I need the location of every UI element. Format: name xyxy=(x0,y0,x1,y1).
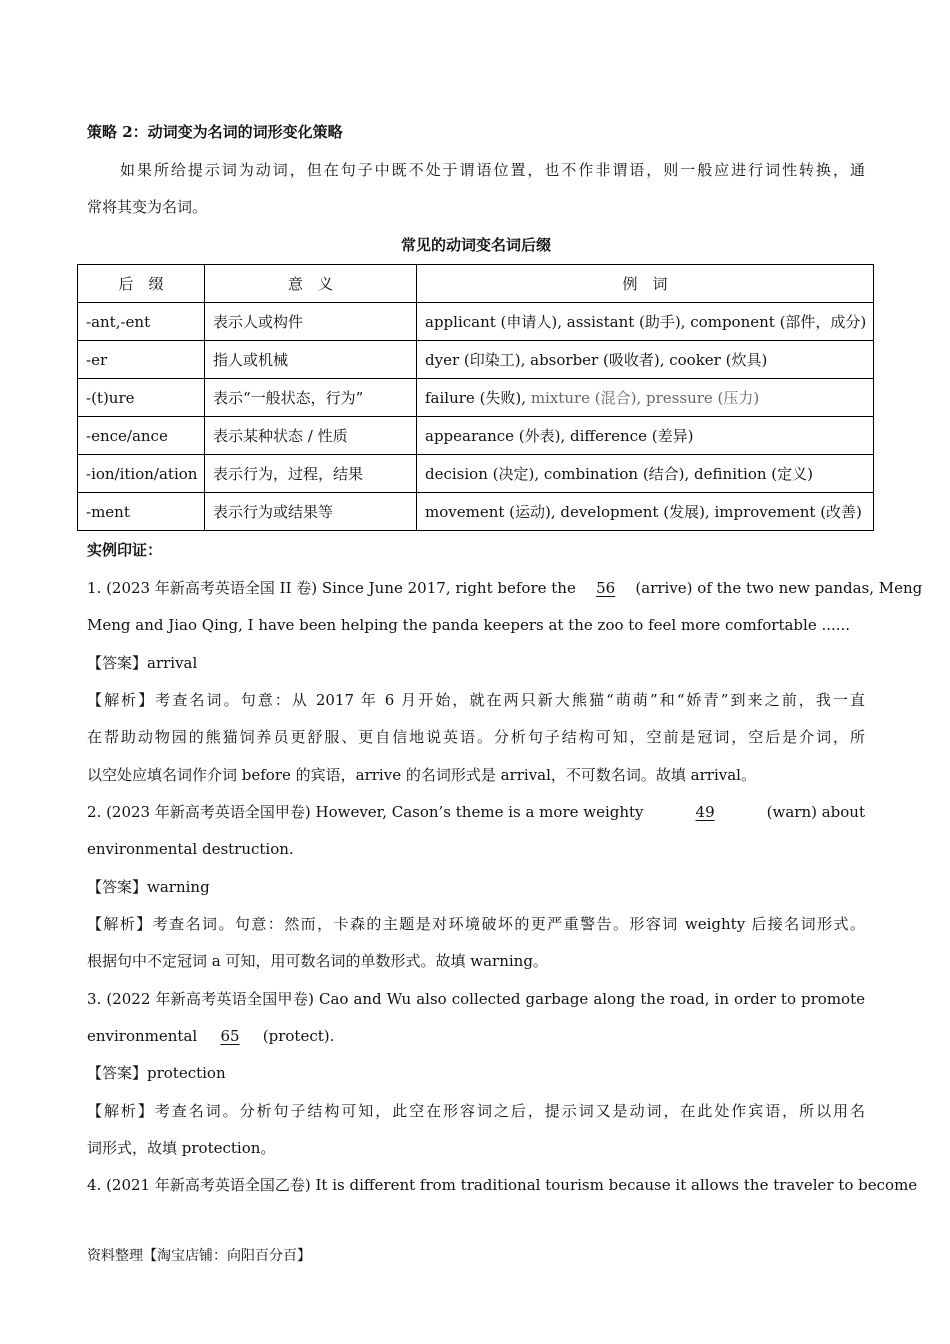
q1-line-1 xyxy=(87,570,923,608)
suffix-cell: -ion/ition/ation xyxy=(78,455,205,493)
header-examples: 例 词 xyxy=(417,265,874,303)
q2-line-2: environmental destruction. xyxy=(87,840,294,858)
q3-text-post: (protect). xyxy=(262,1027,335,1045)
q1-answer: 【答案】arrival xyxy=(87,654,198,672)
meaning-cell: 表示人或构件 xyxy=(205,303,417,341)
q2-answer: 【答案】warning xyxy=(87,878,210,896)
q3-explanation-1: 【解析】考查名词。分析句子结构可知，此空在形容词之后，提示词又是动词，在此处作宾语，所以用名 xyxy=(87,1102,865,1120)
q3-line-2 xyxy=(87,1018,865,1056)
q3-line-1: 3. (2022 年新高考英语全国甲卷) Cao and Wu also collected garbage along the road, in order to promote xyxy=(87,990,865,1008)
table-row xyxy=(78,341,874,379)
q2-blank: 49 xyxy=(695,803,715,821)
header-suffix: 后 缀 xyxy=(78,265,205,303)
q3-text-pre: environmental xyxy=(87,1027,198,1045)
q1-explanation-1: 【解析】考查名词。句意：从 2017 年 6 月开始，就在两只新大熊猫“萌萌”和“娇青”到来之前，我一直 xyxy=(87,691,865,709)
q1-explanation-3: 以空处应填名词作介词 before 的宾语，arrive 的名词形式是 arrival，不可数名词。故填 arrival。 xyxy=(87,766,756,784)
q2-explanation-1: 【解析】考查名词。句意：然而，卡森的主题是对环境破坏的更严重警告。形容词 weighty 后接名词形式。 xyxy=(87,915,865,933)
examples-heading: 实例印证： xyxy=(87,541,163,559)
suffix-cell: -(t)ure xyxy=(78,379,205,417)
strategy-title: 策略 2：动词变为名词的词形变化策略 xyxy=(87,123,343,141)
suffix-cell: -ment xyxy=(78,493,205,531)
table-row xyxy=(78,455,874,493)
meaning-cell: 指人或机械 xyxy=(205,341,417,379)
q1-explanation-2: 在帮助动物园的熊猫饲养员更舒服、更自信地说英语。分析句子结构可知，空前是冠词，空后是介词，所 xyxy=(87,728,865,746)
q3-explanation-2: 词形式，故填 protection。 xyxy=(87,1139,276,1157)
suffix-cell: -ence/ance xyxy=(78,417,205,455)
suffix-cell: -er xyxy=(78,341,205,379)
examples-gray: mixture (混合), pressure (压力) xyxy=(530,389,760,407)
table-row xyxy=(78,493,874,531)
q4-line-1: 4. (2021 年新高考英语全国乙卷) It is different from traditional tourism because it allows the traveler to become xyxy=(87,1176,918,1194)
q2-line-1 xyxy=(87,794,865,832)
q3-blank: 65 xyxy=(220,1027,240,1045)
examples-cell: dyer (印染工), absorber (吸收者), cooker (炊具) xyxy=(417,341,874,379)
q1-text-pre: 1. (2023 年新高考英语全国 II 卷) Since June 2017, right before the xyxy=(87,579,576,597)
table-caption: 常见的动词变名词后缀 xyxy=(400,236,551,254)
table-row xyxy=(78,379,874,417)
intro-line-2: 常将其变为名词。 xyxy=(87,198,208,216)
suffix-table xyxy=(77,264,874,531)
meaning-cell: 表示某种状态 / 性质 xyxy=(205,417,417,455)
examples-cell xyxy=(417,379,874,417)
table-header-row xyxy=(78,265,874,303)
q2-text-pre: 2. (2023 年新高考英语全国甲卷) However, Cason’s theme is a more weighty xyxy=(87,803,644,821)
table-row xyxy=(78,303,874,341)
examples-cell: movement (运动), development (发展), improvement (改善) xyxy=(417,493,874,531)
q2-text-post: (warn) about xyxy=(766,803,865,821)
examples-cell: appearance (外表), difference (差异) xyxy=(417,417,874,455)
examples-cell: decision (决定), combination (结合), definition (定义) xyxy=(417,455,874,493)
suffix-cell: -ant,-ent xyxy=(78,303,205,341)
table-row xyxy=(78,417,874,455)
meaning-cell: 表示行为或结果等 xyxy=(205,493,417,531)
meaning-cell: 表示行为，过程，结果 xyxy=(205,455,417,493)
examples-cell: applicant (申请人), assistant (助手), component (部件，成分) xyxy=(417,303,874,341)
q1-text-post: (arrive) of the two new pandas, Meng xyxy=(635,579,923,597)
q2-explanation-2: 根据句中不定冠词 a 可知，用可数名词的单数形式。故填 warning。 xyxy=(87,952,548,970)
intro-line-1: 如果所给提示词为动词，但在句子中既不处于谓语位置，也不作非谓语，则一般应进行词性转换，通 xyxy=(120,161,865,179)
q1-line-2: Meng and Jiao Qing, I have been helping the panda keepers at the zoo to feel more comfortable ...... xyxy=(87,616,851,634)
q1-blank: 56 xyxy=(596,579,616,597)
page-footer: 资料整理【淘宝店铺：向阳百分百】 xyxy=(87,1248,311,1264)
meaning-cell: 表示“一般状态，行为” xyxy=(205,379,417,417)
examples-main: failure (失败), xyxy=(425,389,531,407)
header-meaning: 意 义 xyxy=(205,265,417,303)
q3-answer: 【答案】protection xyxy=(87,1064,226,1082)
